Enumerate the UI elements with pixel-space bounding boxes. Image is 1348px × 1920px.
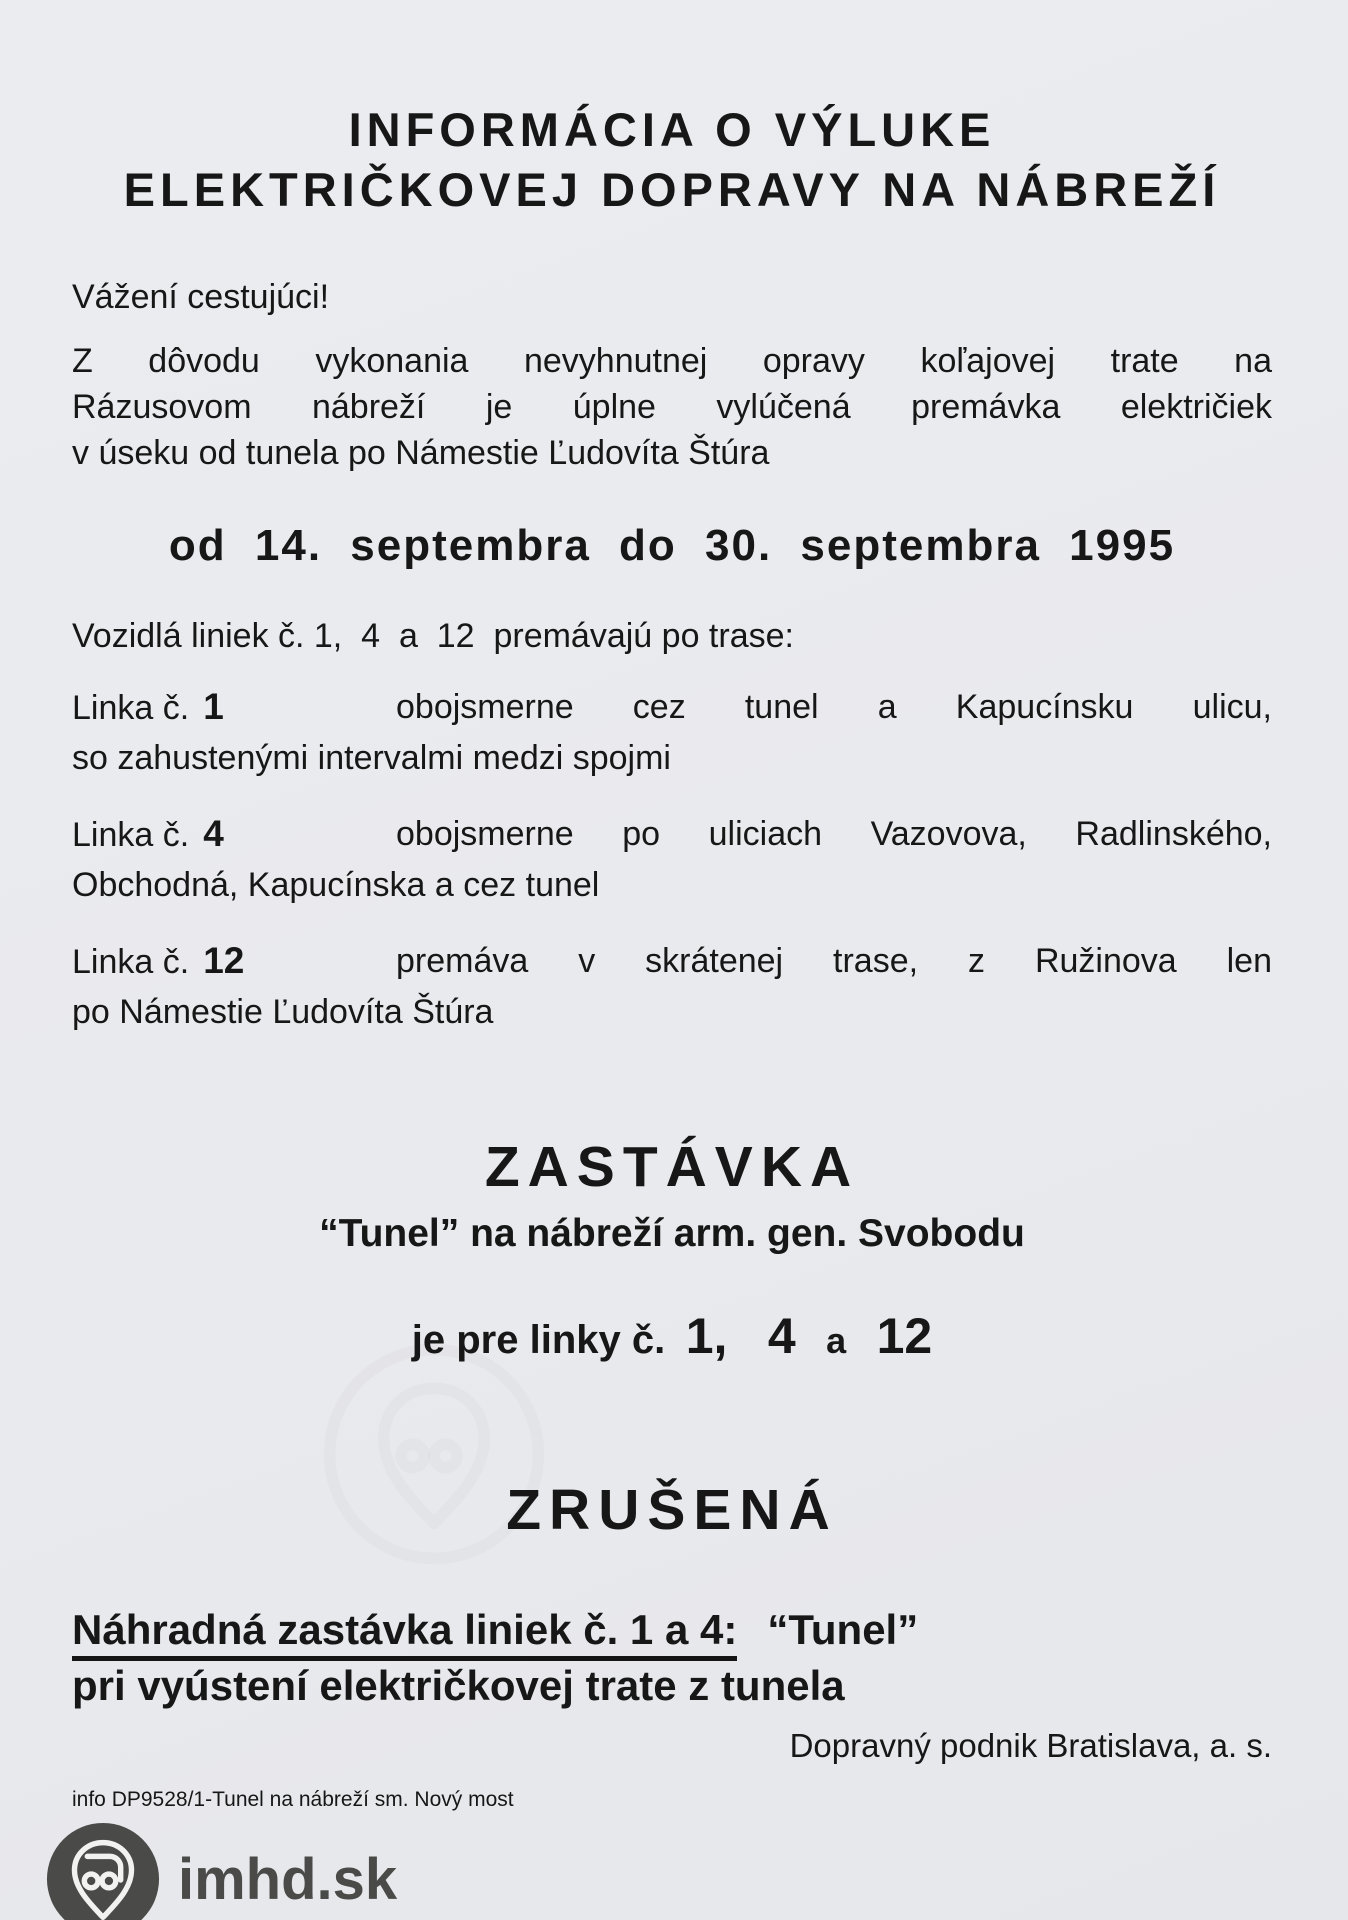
line-number-4: 4 [767, 1308, 796, 1364]
date-range: od 14. septembra do 30. septembra 1995 [168, 521, 1176, 570]
status-heading: ZRUŠENÁ [506, 1478, 838, 1542]
route-label-text: Linka č. [72, 943, 190, 981]
route-item-12 [72, 936, 1272, 1037]
conjunction-text: a [826, 1320, 847, 1361]
route-description: premáva v skrátenej trase, z Ružinova len [396, 942, 1272, 980]
route-item-1 [72, 682, 1272, 783]
intro-line: Rázusovom nábreží je úplne vylúčená premávka električiek [72, 388, 1272, 426]
intro-line: Z dôvodu vykonania nevyhnutnej opravy koľajovej trate na [72, 342, 1272, 380]
replacement-line-2: pri vyústení električkovej trate z tunela [72, 1662, 845, 1709]
route-label-text: Linka č. [72, 689, 190, 727]
route-description: obojsmerne cez tunel a Kapucínsku ulicu, [396, 688, 1272, 726]
title-line-1: INFORMÁCIA O VÝLUKE [348, 103, 996, 156]
route-line-1 [72, 936, 1272, 987]
lines-affected-prefix: je pre linky č. [411, 1318, 666, 1362]
routes-intro: Vozidlá liniek č. 1, 4 a 12 premávajú po trase: [72, 617, 794, 655]
title-line-2: ELEKTRIČKOVEJ DOPRAVY NA NÁBREŽÍ [123, 163, 1221, 216]
route-label [72, 936, 396, 987]
route-line-1 [72, 809, 1272, 860]
route-description-cont: so zahustenými intervalmi medzi spojmi [72, 739, 671, 777]
lines-affected [72, 1307, 1272, 1378]
route-item-4 [72, 809, 1272, 910]
replacement-underlined: Náhradná zastávka liniek č. 1 a 4: [72, 1606, 737, 1661]
route-label-text: Linka č. [72, 816, 190, 854]
imhd-logo-text: imhd.sk [178, 1846, 398, 1912]
route-line-1 [72, 682, 1272, 733]
replacement-stop-name: “Tunel” [767, 1606, 919, 1653]
notice-content [0, 100, 1348, 1920]
route-number: 1 [203, 686, 224, 727]
route-label [72, 682, 396, 733]
signature: Dopravný podnik Bratislava, a. s. [789, 1727, 1272, 1764]
line-number-1: 1, [685, 1308, 728, 1364]
greeting-text: Vážení cestujúci! [72, 278, 330, 316]
replacement-stop-notice [72, 1602, 1272, 1714]
route-label [72, 809, 396, 860]
route-description-cont: po Námestie Ľudovíta Štúra [72, 993, 494, 1031]
route-description-cont: Obchodná, Kapucínska a cez tunel [72, 866, 600, 904]
line-number-12: 12 [876, 1308, 933, 1364]
route-number: 4 [203, 813, 224, 854]
route-number: 12 [203, 940, 245, 981]
stop-subheading: “Tunel” na nábreží arm. gen. Svobodu [319, 1212, 1025, 1255]
footnote: info DP9528/1-Tunel na nábreží sm. Nový most [72, 1788, 514, 1811]
page-title [72, 100, 1272, 220]
intro-paragraph [72, 338, 1272, 476]
imhd-branding [44, 1820, 1272, 1920]
intro-line: v úseku od tunela po Námestie Ľudovíta Štúra [72, 434, 770, 472]
imhd-logo-icon [44, 1820, 162, 1920]
replacement-line-1 [72, 1602, 1272, 1658]
route-description: obojsmerne po uliciach Vazovova, Radlinského, [396, 815, 1272, 853]
stop-heading: ZASTÁVKA [484, 1135, 860, 1199]
